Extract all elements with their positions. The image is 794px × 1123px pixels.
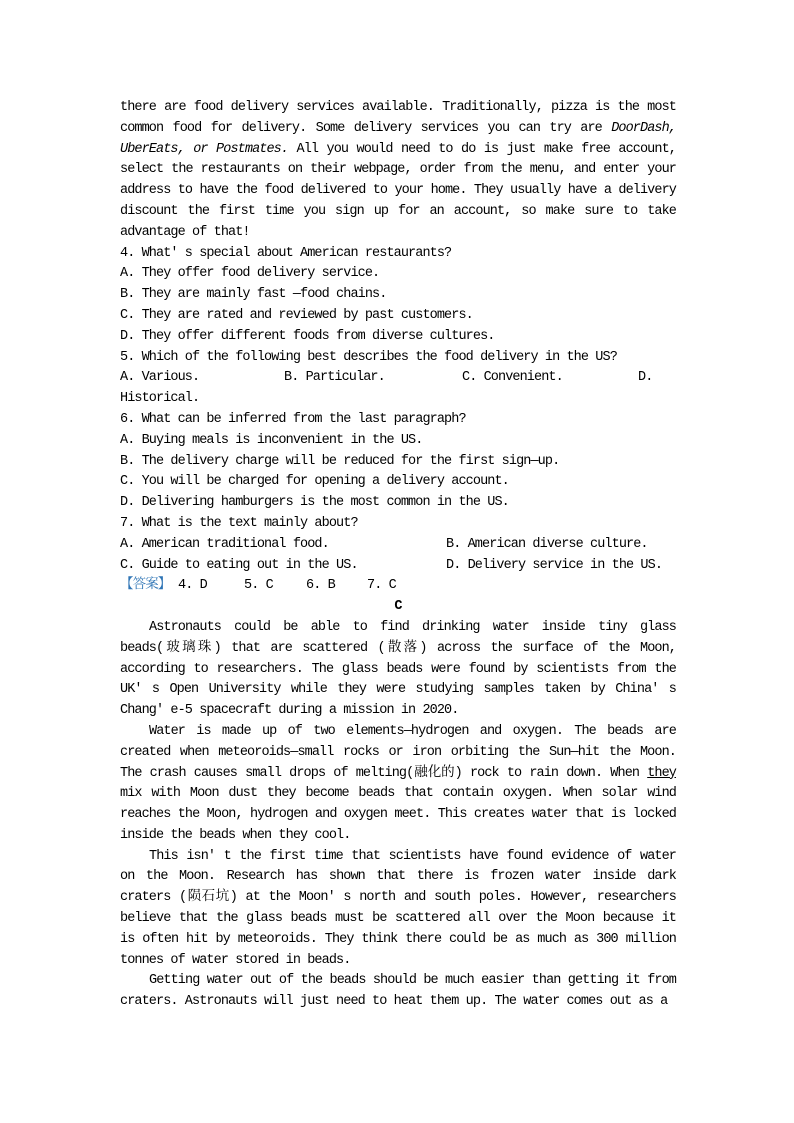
underlined-they: they bbox=[647, 765, 676, 781]
italic-brand-names: DoorDash, UberEats, or Postmates. bbox=[120, 120, 676, 157]
question-7-option-b: B. American diverse culture. bbox=[446, 536, 648, 552]
text-segment: mix with Moon dust they become beads that contain oxygen. When solar wind reaches the Moon, hydrogen and oxygen meet. This creates water that is locked inside the beads when they cool. bbox=[120, 786, 676, 843]
text-segment: Getting water out of the beads should be much easier than getting it from craters. Astronauts will just need to heat them up. The water comes out as a bbox=[120, 973, 676, 1010]
question-5-stem: 5. Which of the following best describes the food delivery in the US? bbox=[120, 349, 617, 365]
answer-q7: 7. C bbox=[367, 578, 396, 594]
question-4-option-b: B. They are mainly fast —food chains. bbox=[120, 287, 387, 303]
question-7-options-row-1 bbox=[120, 535, 676, 556]
text-segment: there are food delivery services available. Traditionally, pizza is the most common food for delivery. Some delivery services you can try are bbox=[120, 100, 676, 136]
section-c-paragraph-3 bbox=[120, 847, 676, 972]
question-6-option-d: D. Delivering hamburgers is the most common in the US. bbox=[120, 495, 509, 511]
question-4-option-d: D. They offer different foods from diverse cultures. bbox=[120, 328, 495, 344]
question-5-option-d-letter: D. bbox=[638, 370, 653, 386]
text-segment: Water is made up of two elements—hydrogen and oxygen. The beads are created when meteoroids—small rocks or iron orbiting the Sun—hit the Moon. The crash causes small drops of melting(融化的) rock to rain down. When bbox=[120, 723, 676, 781]
question-7-option-d: D. Delivery service in the US. bbox=[446, 557, 663, 573]
question-4-option-c: C. They are rated and reviewed by past customers. bbox=[120, 307, 473, 323]
section-c-heading: C bbox=[394, 599, 402, 615]
question-4-option-a: A. They offer food delivery service. bbox=[120, 266, 380, 282]
answer-q6: 6. B bbox=[306, 578, 335, 594]
question-6-stem: 6. What can be inferred from the last paragraph? bbox=[120, 411, 466, 427]
question-5-option-a: A. Various. bbox=[120, 370, 200, 386]
question-6-option-b: B. The delivery charge will be reduced for the first sign—up. bbox=[120, 453, 560, 469]
answer-label: 【答案】 bbox=[120, 578, 171, 594]
question-7-stem: 7. What is the text mainly about? bbox=[120, 515, 358, 531]
question-5-options-row bbox=[120, 368, 676, 389]
question-7-options-row-2 bbox=[120, 556, 676, 577]
question-6-option-a: A. Buying meals is inconvenient in the US. bbox=[120, 432, 423, 448]
passage-b-tail-paragraph bbox=[120, 98, 676, 244]
question-5-option-b: B. Particular. bbox=[284, 370, 385, 386]
text-segment: All you would need to do is just make free account, select the restaurants on their webpage, order from the menu, and enter your address to have the food delivered to your home. They usually have a delivery discount the first time you sign up for an account, so make sure to take advantage of that! bbox=[120, 141, 676, 240]
question-5-option-c: C. Convenient. bbox=[462, 370, 563, 386]
text-segment: This isn' t the first time that scientists have found evidence of water on the Moon. Research has shown that there is frozen water inside dark craters (陨石坑) at the Moon' s north and south poles. However, researchers believe that the glass beads must be scattered all over the Moon because it is often hit by meteoroids. They think there could be as much as 300 million tonnes of water stored in beads. bbox=[120, 848, 676, 968]
section-c-paragraph-2 bbox=[120, 722, 676, 847]
question-4-stem: 4. What' s special about American restaurants? bbox=[120, 245, 452, 261]
question-6-option-c: C. You will be charged for opening a delivery account. bbox=[120, 474, 509, 490]
question-7-option-a: A. American traditional food. bbox=[120, 536, 329, 552]
section-c-paragraph-1 bbox=[120, 618, 676, 722]
question-7-option-c: C. Guide to eating out in the US. bbox=[120, 557, 358, 573]
answer-q4: 4. D bbox=[178, 578, 207, 594]
answer-line bbox=[120, 576, 676, 597]
page-content bbox=[120, 98, 676, 1013]
text-segment: Astronauts could be able to find drinking water inside tiny glass beads(玻璃珠) that are scattered (散落) across the surface of the Moon, according to researchers. The glass beads were found by scientists from the UK' s Open University while they were studying samples taken by China' s Chang' e-5 spacecraft during a mission in 2020. bbox=[120, 619, 676, 719]
answer-q5: 5. C bbox=[244, 578, 273, 594]
question-5-option-d-wrapped: Historical. bbox=[120, 391, 200, 407]
section-c-paragraph-4 bbox=[120, 971, 676, 1013]
